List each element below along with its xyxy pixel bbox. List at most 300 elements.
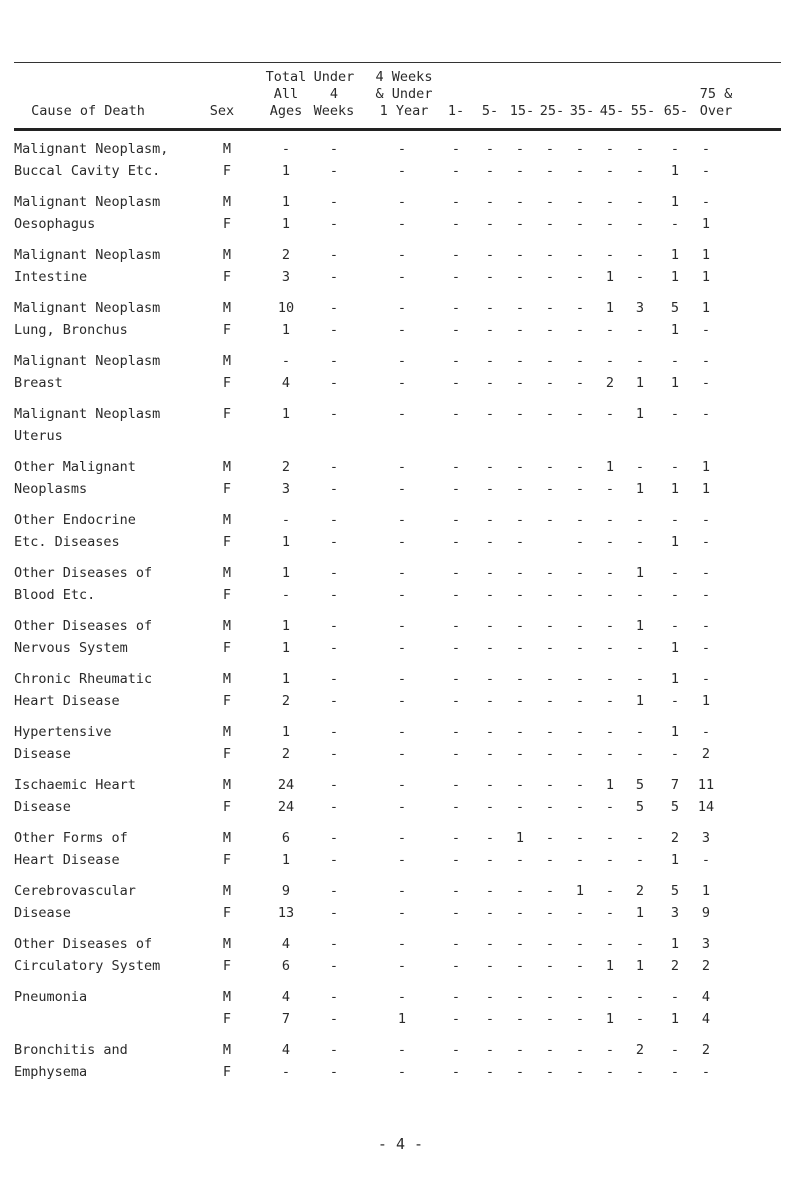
value-a65: -: [670, 989, 680, 1005]
cause-label: Hypertensive: [14, 724, 112, 740]
sex-cell: F: [222, 534, 232, 550]
value-a55: 1: [635, 406, 645, 422]
value-a1: -: [451, 565, 461, 581]
value-w4to1y: -: [397, 905, 407, 921]
value-under4w: -: [329, 640, 339, 656]
cause-label: Other Diseases of: [14, 618, 153, 634]
value-a15: -: [515, 746, 525, 762]
value-a25: -: [545, 269, 555, 285]
value-a25: -: [545, 300, 555, 316]
value-a65: 5: [670, 300, 680, 316]
value-a15: -: [515, 300, 525, 316]
value-a25: -: [545, 163, 555, 179]
value-a35: -: [575, 247, 585, 263]
value-a45: 2: [605, 375, 615, 391]
value-a75: 1: [701, 216, 711, 232]
value-a15: -: [515, 194, 525, 210]
value-a1: -: [451, 247, 461, 263]
value-a45: -: [605, 852, 615, 868]
value-a45: -: [605, 1064, 615, 1080]
value-total: 6: [281, 830, 291, 846]
value-a55: 1: [635, 693, 645, 709]
value-total: 10: [277, 300, 295, 316]
value-total: 2: [281, 247, 291, 263]
value-a35: -: [575, 459, 585, 475]
value-a35: -: [575, 353, 585, 369]
value-w4to1y: -: [397, 481, 407, 497]
value-a65: -: [670, 216, 680, 232]
value-a75: 14: [697, 799, 715, 815]
value-a75: 1: [701, 693, 711, 709]
header-a25-line: 25-: [539, 103, 565, 119]
value-a75: 4: [701, 1011, 711, 1027]
value-a55: -: [635, 141, 645, 157]
value-a1: -: [451, 1064, 461, 1080]
value-a35: [565, 426, 595, 446]
value-a5: -: [485, 587, 495, 603]
value-a25: -: [545, 322, 555, 338]
value-w4to1y: -: [397, 512, 407, 528]
sex-cell: F: [222, 958, 232, 974]
value-a15: -: [515, 693, 525, 709]
value-under4w: -: [329, 1011, 339, 1027]
value-a75: -: [701, 724, 711, 740]
cause-label: Other Diseases of: [14, 936, 153, 952]
value-w4to1y: -: [397, 746, 407, 762]
value-a65: -: [670, 565, 680, 581]
value-a75: 1: [701, 269, 711, 285]
value-a55: -: [635, 587, 645, 603]
value-a1: -: [451, 989, 461, 1005]
value-a5: -: [485, 936, 495, 952]
value-a1: -: [451, 777, 461, 793]
value-a1: -: [451, 141, 461, 157]
value-under4w: -: [329, 746, 339, 762]
cause-label: Chronic Rheumatic: [14, 671, 153, 687]
value-under4w: -: [329, 481, 339, 497]
value-a1: -: [451, 830, 461, 846]
value-a25: -: [545, 746, 555, 762]
value-w4to1y: -: [397, 1042, 407, 1058]
header-rule-top: [14, 62, 781, 63]
value-a15: -: [515, 671, 525, 687]
value-total: 1: [281, 216, 291, 232]
value-a55: -: [635, 989, 645, 1005]
value-a15: -: [515, 852, 525, 868]
value-a5: -: [485, 565, 495, 581]
value-a65: -: [670, 459, 680, 475]
value-a75: -: [701, 163, 711, 179]
cause-label: Neoplasms: [14, 481, 88, 497]
value-a75: 9: [701, 905, 711, 921]
header-w4to1y-line: 4 Weeks: [375, 69, 433, 85]
value-a65: 5: [670, 799, 680, 815]
value-total: 24: [277, 799, 295, 815]
value-a65: 1: [670, 724, 680, 740]
value-a1: -: [451, 693, 461, 709]
value-a25: -: [545, 905, 555, 921]
value-a1: -: [451, 958, 461, 974]
value-a55: -: [635, 852, 645, 868]
value-a65: -: [670, 353, 680, 369]
header-under4w-line: 4: [329, 86, 339, 102]
value-a55: -: [635, 1011, 645, 1027]
value-a55: -: [635, 322, 645, 338]
value-a75: 2: [701, 1042, 711, 1058]
value-total: 13: [277, 905, 295, 921]
cause-label: Nervous System: [14, 640, 128, 656]
sex-cell: M: [222, 618, 232, 634]
value-a35: -: [575, 958, 585, 974]
value-a55: 2: [635, 1042, 645, 1058]
value-a55: -: [635, 512, 645, 528]
value-a1: -: [451, 1011, 461, 1027]
value-a25: [535, 426, 565, 446]
value-a45: [595, 426, 625, 446]
value-a55: 1: [635, 375, 645, 391]
cause-label: Other Forms of: [14, 830, 128, 846]
value-under4w: -: [329, 247, 339, 263]
value-a75: -: [701, 640, 711, 656]
value-a25: -: [545, 1064, 555, 1080]
value-a65: 1: [670, 322, 680, 338]
value-a45: -: [605, 989, 615, 1005]
value-a45: -: [605, 799, 615, 815]
value-total: 2: [281, 459, 291, 475]
header-w4to1y-line: & Under: [375, 86, 433, 102]
value-a25: -: [545, 247, 555, 263]
value-under4w: -: [329, 534, 339, 550]
value-a35: -: [575, 375, 585, 391]
value-a65: -: [670, 618, 680, 634]
cause-label: Heart Disease: [14, 852, 120, 868]
value-a15: -: [515, 512, 525, 528]
value-w4to1y: -: [397, 353, 407, 369]
value-a55: -: [635, 353, 645, 369]
value-a75: -: [701, 565, 711, 581]
value-a65: -: [670, 141, 680, 157]
cause-label: Other Malignant: [14, 459, 136, 475]
value-total: 4: [281, 989, 291, 1005]
value-under4w: [319, 426, 349, 446]
value-w4to1y: -: [397, 1064, 407, 1080]
value-w4to1y: -: [397, 459, 407, 475]
value-a55: 3: [635, 300, 645, 316]
value-a15: -: [515, 247, 525, 263]
value-a75: -: [701, 353, 711, 369]
header-a55-line: 55-: [630, 103, 656, 119]
value-w4to1y: -: [397, 163, 407, 179]
value-a75: -: [701, 1064, 711, 1080]
value-a5: -: [485, 883, 495, 899]
sex-cell: F: [222, 1064, 232, 1080]
cause-label: Ischaemic Heart: [14, 777, 136, 793]
cause-label: Uterus: [14, 428, 63, 444]
header-under4w-line: Under: [313, 69, 355, 85]
value-a25: -: [545, 852, 555, 868]
value-a35: -: [575, 300, 585, 316]
value-a35: -: [575, 481, 585, 497]
value-total: 4: [281, 936, 291, 952]
header-a1-line: 1-: [447, 103, 465, 119]
sex-cell: F: [222, 322, 232, 338]
value-a5: -: [485, 830, 495, 846]
value-a15: -: [515, 534, 525, 550]
value-under4w: -: [329, 852, 339, 868]
cause-label: Emphysema: [14, 1064, 88, 1080]
value-a1: -: [451, 163, 461, 179]
value-a55: -: [635, 936, 645, 952]
value-a1: -: [451, 459, 461, 475]
sex-cell: F: [222, 746, 232, 762]
value-w4to1y: -: [397, 852, 407, 868]
value-a35: -: [575, 587, 585, 603]
value-total: 1: [281, 671, 291, 687]
value-a25: -: [545, 989, 555, 1005]
value-w4to1y: -: [397, 883, 407, 899]
value-a35: -: [575, 1042, 585, 1058]
value-under4w: -: [329, 618, 339, 634]
value-a75: -: [701, 406, 711, 422]
sex-cell: F: [222, 1011, 232, 1027]
cause-label: Disease: [14, 799, 71, 815]
value-a15: -: [515, 958, 525, 974]
value-w4to1y: -: [397, 141, 407, 157]
value-total: -: [281, 141, 291, 157]
value-under4w: -: [329, 936, 339, 952]
value-a15: -: [515, 406, 525, 422]
value-a65: -: [670, 746, 680, 762]
value-a45: -: [605, 512, 615, 528]
value-a65: 2: [670, 830, 680, 846]
sex-cell: F: [222, 375, 232, 391]
value-under4w: -: [329, 512, 339, 528]
value-a75: 11: [697, 777, 715, 793]
value-a45: -: [605, 163, 615, 179]
value-a35: -: [575, 640, 585, 656]
value-under4w: -: [329, 989, 339, 1005]
value-a45: -: [605, 194, 615, 210]
value-a75: -: [701, 194, 711, 210]
cause-label: Buccal Cavity Etc.: [14, 163, 161, 179]
value-w4to1y: -: [397, 777, 407, 793]
value-a65: -: [670, 587, 680, 603]
value-a5: -: [485, 905, 495, 921]
value-a75: -: [701, 322, 711, 338]
value-w4to1y: -: [397, 565, 407, 581]
header-sex-line: Sex: [209, 103, 235, 119]
value-a65: [660, 426, 690, 446]
value-a1: -: [451, 322, 461, 338]
value-a5: -: [485, 459, 495, 475]
value-a25: -: [545, 936, 555, 952]
value-a35: -: [575, 830, 585, 846]
value-a45: -: [605, 141, 615, 157]
value-a5: -: [485, 724, 495, 740]
cause-label: Intestine: [14, 269, 88, 285]
value-a75: -: [701, 671, 711, 687]
value-a65: 5: [670, 883, 680, 899]
value-under4w: -: [329, 799, 339, 815]
value-a25: -: [545, 481, 555, 497]
value-a65: -: [670, 406, 680, 422]
value-total: 4: [281, 1042, 291, 1058]
value-a45: 1: [605, 777, 615, 793]
value-w4to1y: -: [397, 671, 407, 687]
value-a35: -: [575, 905, 585, 921]
value-a25: -: [545, 512, 555, 528]
sex-cell: F: [222, 216, 232, 232]
value-a25: -: [545, 799, 555, 815]
cause-label: Heart Disease: [14, 693, 120, 709]
value-under4w: -: [329, 693, 339, 709]
value-a45: -: [605, 534, 615, 550]
value-a45: 1: [605, 300, 615, 316]
value-a15: -: [515, 216, 525, 232]
value-a75: 4: [701, 989, 711, 1005]
value-a35: -: [575, 799, 585, 815]
value-under4w: -: [329, 830, 339, 846]
value-w4to1y: -: [397, 989, 407, 1005]
value-a1: -: [451, 852, 461, 868]
header-cause: [28, 103, 148, 120]
cause-label: Lung, Bronchus: [14, 322, 128, 338]
value-a45: 1: [605, 269, 615, 285]
value-a1: -: [451, 618, 461, 634]
value-total: 6: [281, 958, 291, 974]
value-a55: 5: [635, 777, 645, 793]
value-a65: 1: [670, 534, 680, 550]
value-total: 1: [281, 852, 291, 868]
value-w4to1y: -: [397, 830, 407, 846]
value-total: 1: [281, 618, 291, 634]
value-a75: -: [701, 141, 711, 157]
value-a15: -: [515, 640, 525, 656]
value-w4to1y: -: [397, 269, 407, 285]
value-w4to1y: -: [397, 618, 407, 634]
value-a5: -: [485, 141, 495, 157]
value-total: 1: [281, 322, 291, 338]
value-w4to1y: -: [397, 216, 407, 232]
value-a55: -: [635, 459, 645, 475]
sex-cell: M: [222, 459, 232, 475]
value-a55: 5: [635, 799, 645, 815]
value-a45: -: [605, 724, 615, 740]
value-a15: -: [515, 799, 525, 815]
value-total: 2: [281, 693, 291, 709]
cause-label: Malignant Neoplasm: [14, 300, 161, 316]
value-a15: -: [515, 989, 525, 1005]
value-total: 1: [281, 163, 291, 179]
cause-label: Malignant Neoplasm: [14, 194, 161, 210]
cause-label: Malignant Neoplasm: [14, 247, 161, 263]
value-a75: 1: [701, 300, 711, 316]
sex-cell: F: [222, 269, 232, 285]
value-a55: -: [635, 671, 645, 687]
value-a35: -: [575, 512, 585, 528]
value-total: -: [281, 587, 291, 603]
value-a15: -: [515, 777, 525, 793]
value-a55: [625, 426, 655, 446]
value-a55: -: [635, 1064, 645, 1080]
value-a55: -: [635, 269, 645, 285]
value-a45: -: [605, 1042, 615, 1058]
value-a1: -: [451, 481, 461, 497]
value-w4to1y: -: [397, 375, 407, 391]
value-under4w: -: [329, 777, 339, 793]
value-under4w: -: [329, 322, 339, 338]
value-a45: 1: [605, 1011, 615, 1027]
value-a45: -: [605, 830, 615, 846]
value-a35: -: [575, 534, 585, 550]
value-a65: -: [670, 1042, 680, 1058]
value-a5: -: [485, 353, 495, 369]
value-under4w: -: [329, 883, 339, 899]
value-under4w: -: [329, 141, 339, 157]
value-a1: -: [451, 905, 461, 921]
sex-cell: M: [222, 830, 232, 846]
value-a5: -: [485, 375, 495, 391]
value-a25: -: [545, 671, 555, 687]
value-a25: -: [545, 216, 555, 232]
value-a65: 2: [670, 958, 680, 974]
value-a45: -: [605, 406, 615, 422]
value-a1: -: [451, 300, 461, 316]
value-under4w: -: [329, 269, 339, 285]
value-a25: -: [545, 618, 555, 634]
header-a75-line: Over: [699, 103, 733, 119]
value-a75: [691, 426, 721, 446]
value-a35: -: [575, 671, 585, 687]
value-w4to1y: -: [397, 300, 407, 316]
value-a55: -: [635, 724, 645, 740]
sex-cell: M: [222, 512, 232, 528]
value-a15: -: [515, 269, 525, 285]
value-a1: -: [451, 671, 461, 687]
value-a25: -: [545, 1011, 555, 1027]
value-a45: -: [605, 216, 615, 232]
value-under4w: -: [329, 194, 339, 210]
value-a5: -: [485, 746, 495, 762]
value-a25: -: [545, 1042, 555, 1058]
value-total: 1: [281, 640, 291, 656]
cause-label: Malignant Neoplasm,: [14, 141, 169, 157]
value-a5: -: [485, 693, 495, 709]
value-a35: -: [575, 936, 585, 952]
cause-label: Breast: [14, 375, 63, 391]
value-total: 1: [281, 565, 291, 581]
value-a35: -: [575, 1011, 585, 1027]
value-a65: 1: [670, 194, 680, 210]
value-a5: -: [485, 799, 495, 815]
value-a25: [535, 532, 565, 552]
value-a65: 1: [670, 671, 680, 687]
value-w4to1y: -: [397, 534, 407, 550]
value-a75: -: [701, 587, 711, 603]
value-total: -: [281, 353, 291, 369]
value-a45: -: [605, 936, 615, 952]
value-a65: 1: [670, 936, 680, 952]
header-a65-line: 65-: [663, 103, 689, 119]
value-w4to1y: -: [397, 322, 407, 338]
value-a35: -: [575, 989, 585, 1005]
value-a15: -: [515, 141, 525, 157]
value-a35: -: [575, 163, 585, 179]
value-a25: -: [545, 830, 555, 846]
cause-label: Disease: [14, 746, 71, 762]
value-a55: 1: [635, 481, 645, 497]
value-a1: -: [451, 587, 461, 603]
